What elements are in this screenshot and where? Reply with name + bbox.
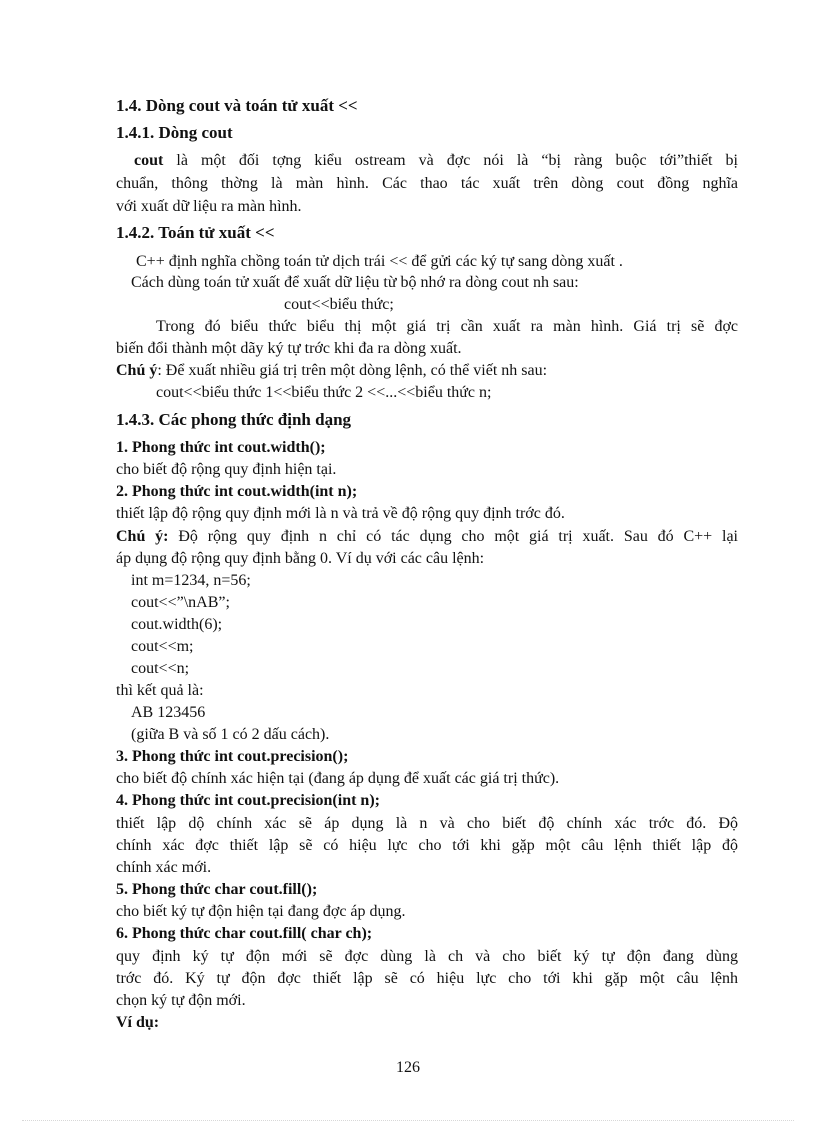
result-label: thì kết quả là: <box>116 682 204 699</box>
method-2-note-line-1 <box>116 527 738 547</box>
code-line-1: int m=1234, n=56; <box>131 572 251 589</box>
method-6-line-3: chọn ký tự độn mới. <box>116 992 246 1009</box>
note-text: : Để xuất nhiều giá trị trên một dòng lệnh, có thể viết nh sau: <box>157 362 548 379</box>
method-2-note-text: Độ rộng quy định n chỉ có tác dụng cho một giá trị xuất. Sau đó C++ lại <box>168 528 738 545</box>
paragraph-operator-line-5: biến đổi thành một dãy ký tự trớc khi đa ra dòng xuất. <box>116 340 462 357</box>
paragraph-cout-line-1 <box>116 151 738 171</box>
method-6-line-1: quy định ký tự độn mới sẽ đợc dùng là ch và cho biết ký tự độn đang dùng <box>116 948 738 965</box>
result-note: (giữa B và số 1 có 2 dấu cách). <box>131 726 330 743</box>
method-1-title: 1. Phong thức int cout.width(); <box>116 439 326 456</box>
term-cout: cout <box>134 152 164 169</box>
method-5-desc: cho biết ký tự độn hiện tại đang đợc áp dụng. <box>116 903 406 920</box>
section-heading-1-4-3: 1.4.3. Các phong thức định dạng <box>116 410 352 429</box>
method-6-title: 6. Phong thức char cout.fill( char ch); <box>116 925 373 942</box>
method-3-title: 3. Phong thức int cout.precision(); <box>116 748 349 765</box>
page-number: 126 <box>396 1059 420 1076</box>
method-1-desc: cho biết độ rộng quy định hiện tại. <box>116 461 337 478</box>
paragraph-cout-line-2: chuẩn, thông thờng là màn hình. Các thao tác xuất trên dòng cout đồng nghĩa <box>116 175 738 192</box>
code-line-5: cout<<n; <box>131 660 190 677</box>
code-line-2: cout<<”\nAB”; <box>131 594 230 611</box>
method-2-note-label: Chú ý: <box>116 528 169 545</box>
footer-divider <box>22 1120 794 1121</box>
paragraph-operator-line-2: Cách dùng toán tử xuất để xuất dữ liệu từ bộ nhớ ra dòng cout nh sau: <box>131 274 579 291</box>
method-3-desc: cho biết độ chính xác hiện tại (đang áp dụng để xuất các giá trị thức). <box>116 770 560 787</box>
note-label: Chú ý <box>116 362 158 379</box>
code-line-4: cout<<m; <box>131 638 194 655</box>
method-4-line-3: chính xác mới. <box>116 859 212 876</box>
section-heading-1-4-1: 1.4.1. Dòng cout <box>116 123 233 142</box>
section-heading-1-4: 1.4. Dòng cout và toán tử xuất << <box>116 96 358 115</box>
paragraph-operator-line-1: C++ định nghĩa chồng toán tử dịch trái << để gửi các ký tự sang dòng xuất . <box>136 253 623 270</box>
method-2-desc: thiết lập độ rộng quy định mới là n và trả về độ rộng quy định trớc đó. <box>116 505 565 522</box>
method-2-note-line-2: áp dụng độ rộng quy định bằng 0. Ví dụ với các câu lệnh: <box>116 550 485 567</box>
method-2-title: 2. Phong thức int cout.width(int n); <box>116 483 358 500</box>
note-line <box>116 361 738 381</box>
section-heading-1-4-2: 1.4.2. Toán tử xuất << <box>116 223 275 242</box>
method-5-title: 5. Phong thức char cout.fill(); <box>116 881 318 898</box>
paragraph-operator-line-4: Trong đó biểu thức biểu thị một giá trị cần xuất ra màn hình. Giá trị sẽ đợc <box>156 318 738 335</box>
paragraph-cout-line-3: với xuất dữ liệu ra màn hình. <box>116 198 302 215</box>
result-value: AB 123456 <box>131 704 206 721</box>
method-4-line-2: chính xác đợc thiết lập sẽ có hiệu lực cho tới khi gặp một câu lệnh thiết lập độ <box>116 837 738 854</box>
method-4-line-1: thiết lập dộ chính xác sẽ áp dụng là n và cho biết độ chính xác trớc đó. Độ <box>116 815 738 832</box>
syntax-multi-line: cout<<biểu thức 1<<biểu thức 2 <<...<<biểu thức n; <box>156 384 492 401</box>
method-4-title: 4. Phong thức int cout.precision(int n); <box>116 792 380 809</box>
paragraph-cout-text: là một đối tợng kiểu ostream và đợc nói là “bị ràng buộc tới”thiết bị <box>163 152 738 169</box>
code-line-3: cout.width(6); <box>131 616 223 633</box>
method-6-line-2: trớc đó. Ký tự độn đợc thiết lập sẽ có hiệu lực cho tới khi gặp một câu lệnh <box>116 970 738 987</box>
syntax-line: cout<<biểu thức; <box>284 296 394 313</box>
example-label: Ví dụ: <box>116 1014 160 1031</box>
